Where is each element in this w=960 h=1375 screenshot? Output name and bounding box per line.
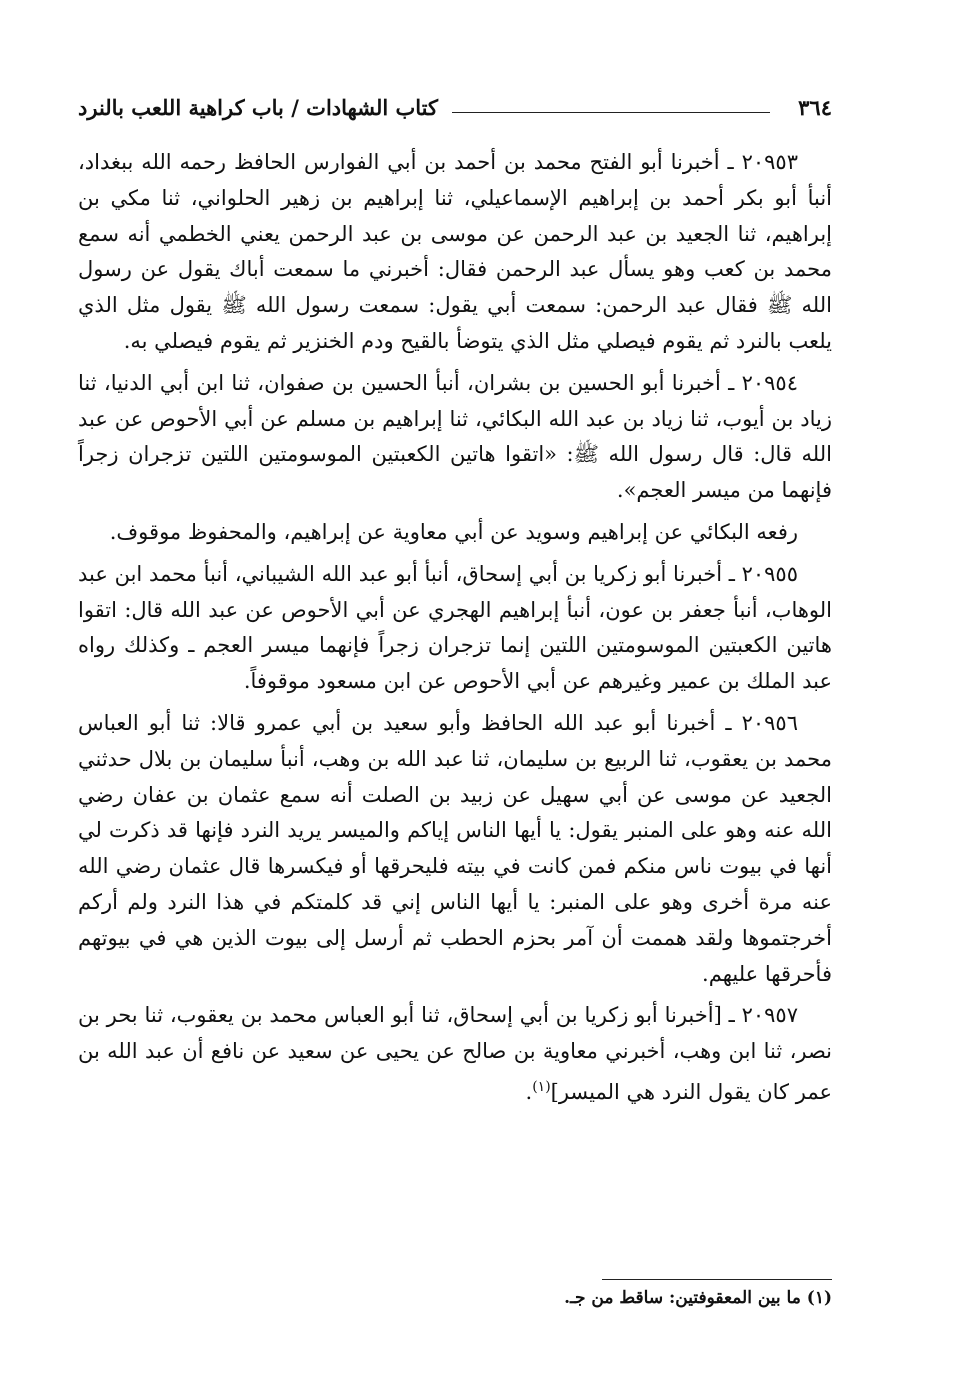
page-number: ٣٦٤ bbox=[798, 94, 832, 120]
running-header bbox=[78, 88, 832, 126]
hadith-20957-text: ٢٠٩٥٧ ـ [أخبرنا أبو زكريا بن أبي إسحاق، ثنا أبو العباس محمد بن يعقوب، ثنا بحر بن نصر، ثنا ابن وهب، أخبرني معاوية بن صالح عن يحيى عن سعيد عن نافع أن عبد الله بن عمر كان يقول النرد هي الميسر] bbox=[78, 1003, 832, 1104]
footnote: (١) ما بين المعقوفتين: ساقط من جـ. bbox=[564, 1288, 832, 1308]
commentary-20954: رفعه البكائي عن إبراهيم وسويد عن أبي معاوية عن إبراهيم، والمحفوظ موقوف. bbox=[109, 519, 798, 544]
main-text bbox=[78, 145, 832, 1117]
running-title: كتاب الشهادات / باب كراهية اللعب بالنرد bbox=[78, 94, 438, 120]
footnote-rule bbox=[602, 1279, 832, 1280]
header-rule bbox=[452, 112, 770, 113]
hadith-20954: ٢٠٩٥٤ ـ أخبرنا أبو الحسين بن بشران، أنبأ الحسين بن صفوان، ثنا ابن أبي الدنيا، ثنا زياد بن أيوب، ثنا زياد بن عبد الله البكائي، ثنا إبراهيم بن مسلم عن أبي الأحوص عن عبد الله قال: قال رسول الله ﷺ: «اتقوا هاتين الكعبتين الموسومتين اللتين تزجران زجراً فإنهما من ميسر العجم». bbox=[78, 370, 832, 503]
hadith-20956: ٢٠٩٥٦ ـ أخبرنا أبو عبد الله الحافظ وأبو سعيد بن أبي عمرو قالا: ثنا أبو العباس محمد بن يعقوب، ثنا الربيع بن سليمان، ثنا عبد الله بن وهب، أنبأ سليمان بن بلال حدثني الجعيد عن موسى عن أبي سهيل عن زبيد بن الصلت أنه سمع عثمان بن عفان رضي الله عنه وهو على المنبر يقول: يا أيها الناس إياكم والميسر يريد النرد فإنها قد ذكرت لي أنها في بيوت ناس منكم فمن كانت في بيته فليحرقها أو فيكسرها قال عثمان رضي الله عنه مرة أخرى وهو على المنبر: يا أيها الناس إني قد كلمتكم في هذا النرد ولم أركم أخرجتموها ولقد هممت أن آمر بحزم الحطب ثم أرسل إلى بيوت الذين هي في بيوتهم فأحرقها عليهم. bbox=[78, 710, 832, 986]
hadith-20957: ٢٠٩٥٧ ـ [أخبرنا أبو زكريا بن أبي إسحاق، ثنا أبو العباس محمد بن يعقوب، ثنا بحر بن نصر، ثنا ابن وهب، أخبرني معاوية بن صالح عن يحيى عن سعيد عن نافع أن عبد الله بن عمر كان يقول النرد هي الميسر]$^{(١)}$. bbox=[78, 1003, 832, 1104]
hadith-20955: ٢٠٩٥٥ ـ أخبرنا أبو زكريا بن أبي إسحاق، أنبأ أبو عبد الله الشيباني، أنبأ محمد ابن عبد الوهاب، أنبأ جعفر بن عون، أنبأ إبراهيم الهجري عن أبي الأحوص عن عبد الله قال: اتقوا هاتين الكعبتين الموسومتين اللتين إنما تزجران زجراً فإنهما ميسر العجم ـ وكذلك رواه عبد الملك بن عمير وغيرهم عن أبي الأحوص عن ابن مسعود موقوفاً. bbox=[78, 561, 832, 694]
hadith-20953: ٢٠٩٥٣ ـ أخبرنا أبو الفتح محمد بن أحمد بن أبي الفوارس الحافظ رحمه الله ببغداد، أنبأ أبو بكر أحمد بن إبراهيم الإسماعيلي، ثنا إبراهيم بن زهير الحلواني، ثنا مكي بن إبراهيم، ثنا الجعيد بن عبد الرحمن عن موسى بن عبد الرحمن يعني الخطمي أنه سمع محمد بن كعب وهو يسأل عبد الرحمن فقال: أخبرني ما سمعت أباك يقول عن رسول الله ﷺ فقال عبد الرحمن: سمعت أبي يقول: سمعت رسول الله ﷺ يقول مثل الذي يلعب بالنرد ثم يقوم فيصلي مثل الذي يتوضأ بالقيح ودم الخنزير ثم يقوم فيصلي به. bbox=[78, 150, 832, 353]
footnote-marker: (١) bbox=[532, 1078, 551, 1095]
